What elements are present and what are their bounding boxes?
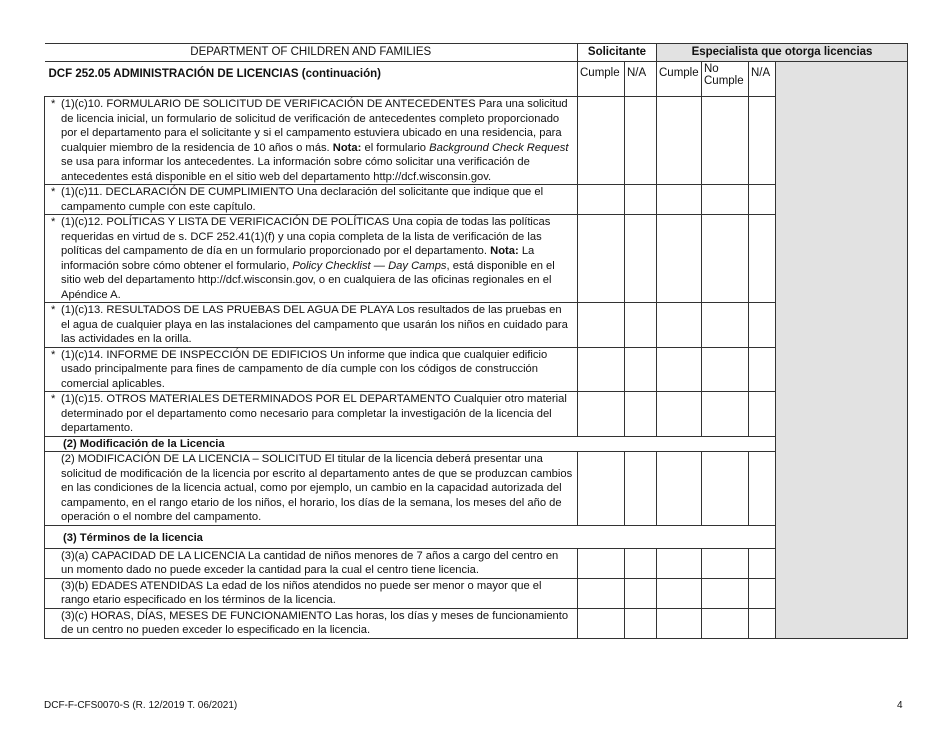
checklist-page (44, 43, 907, 639)
applicant-na-cell[interactable] (625, 608, 657, 638)
section-title: DCF 252.05 ADMINISTRACIÓN DE LICENCIAS (continuación) (45, 62, 578, 97)
specialist-no-cumple-cell[interactable] (702, 392, 749, 437)
requirement-text: * (1)(c)11. DECLARACIÓN DE CUMPLIMIENTO Una declaración del solicitante que indique que el campamento cumple con este capítulo. (51, 186, 544, 213)
licensing-checklist-table (44, 43, 908, 639)
requirement-text: (3)(b) EDADES ATENDIDAS La edad de los niños atendidos no puede ser menor o mayor que el rango etario especificado en los términos de la licencia. (61, 579, 542, 606)
applicant-na-cell[interactable] (625, 548, 657, 578)
required-star: * (51, 186, 56, 198)
header-row (45, 44, 908, 62)
applicant-na-header: N/A (625, 62, 657, 97)
specialist-na-cell[interactable] (749, 347, 776, 392)
specialist-group-header: Especialista que otorga licencias (657, 44, 908, 62)
applicant-group-header: Solicitante (578, 44, 657, 62)
requirement-text: (2) MODIFICACIÓN DE LA LICENCIA – SOLICITUD El titular de la licencia deberá presentar una solicitud de modificación de la licencia por escrito al departamento antes de que se produzcan cambios en las condiciones de la licencia actual, como por ejemplo, un cambio en la capacidad autorizada del campamento, en el rango etario de los niños, el horario, los días de la semana, los meses del año de operación o el nombre del campamento. (61, 453, 573, 523)
applicant-na-cell[interactable] (625, 578, 657, 608)
subheading-modification: (2) Modificación de la Licencia (63, 437, 225, 450)
specialist-no-cumple-cell[interactable] (702, 548, 749, 578)
requirement-text: * (1)(c)12. POLÍTICAS Y LISTA DE VERIFICACIÓN DE POLÍTICAS Una copia de todas las políticas requeridas en virtud de s. DCF 252.41(1)(f) y una copia completa de la lista de verificación de las políticas del campamento de día en un formulario proporcionado por el departamento. Nota: La información sobre cómo obtener el formulario, Policy Checklist — Day Camps, está disponible en el sitio web del departamento http://dcf.wisconsin.gov, o en cualquiera de las oficinas regionales en el Apéndice A. (51, 216, 555, 301)
requirement-text: * (1)(c)10. FORMULARIO DE SOLICITUD DE VERIFICACIÓN DE ANTECEDENTES Para una solicitud de licencia inicial, un formulario de solicitud de verificación de antecedentes completo proporcionado por el departamento para el solicitante y si el campamento estuviera ubicado en una residencia, para cualquier miembro de la residencia de 10 años o más. Nota: el formulario Background Check Request se usa para informar los antecedentes. La información sobre cómo solicitar una verificación de antecedentes está disponible en el sitio web del departamento http://dcf.wisconsin.gov. (51, 98, 569, 183)
specialist-no-cumple-cell[interactable] (702, 215, 749, 303)
specialist-na-cell[interactable] (749, 392, 776, 437)
requirement-text: (3)(c) HORAS, DÍAS, MESES DE FUNCIONAMIENTO Las horas, los días y meses de funcionamiento de un centro no pueden exceder lo especificado en la licencia. (61, 609, 569, 636)
specialist-na-cell[interactable] (749, 97, 776, 185)
applicant-cumple-cell[interactable] (578, 452, 625, 526)
specialist-no-cumple-cell[interactable] (702, 452, 749, 526)
note-label: Nota: (490, 245, 519, 257)
applicant-cumple-cell[interactable] (578, 392, 625, 437)
required-star: * (51, 98, 56, 110)
applicant-na-cell[interactable] (625, 347, 657, 392)
specialist-na-cell[interactable] (749, 185, 776, 215)
requirement-text: * (1)(c)14. INFORME DE INSPECCIÓN DE EDIFICIOS Un informe que indica que cualquier edificio usado principalmente para fines de campamento de día cumple con los códigos de construcción comercial aplicables. (51, 348, 548, 390)
specialist-no-cumple-cell[interactable] (702, 347, 749, 392)
applicant-cumple-cell[interactable] (578, 548, 625, 578)
specialist-cumple-cell[interactable] (657, 548, 702, 578)
specialist-na-cell[interactable] (749, 578, 776, 608)
specialist-no-cumple-cell[interactable] (702, 578, 749, 608)
specialist-na-cell[interactable] (749, 215, 776, 303)
specialist-cumple-cell[interactable] (657, 452, 702, 526)
applicant-na-cell[interactable] (625, 303, 657, 348)
applicant-na-cell[interactable] (625, 452, 657, 526)
no-label: No (704, 63, 719, 75)
specialist-cumple-cell[interactable] (657, 303, 702, 348)
specialist-no-cumple-cell[interactable] (702, 303, 749, 348)
applicant-na-cell[interactable] (625, 392, 657, 437)
applicant-cumple-cell[interactable] (578, 578, 625, 608)
required-star: * (51, 216, 56, 228)
applicant-na-cell[interactable] (625, 97, 657, 185)
requirement-text: * (1)(c)13. RESULTADOS DE LAS PRUEBAS DEL AGUA DE PLAYA Los resultados de las pruebas en el agua de cualquier playa en las instalaciones del campamento que usarán los niños en cuidado para las actividades en la orilla. (51, 304, 568, 345)
specialist-na-cell[interactable] (749, 608, 776, 638)
specialist-cumple-cell[interactable] (657, 608, 702, 638)
no-cumple-label: Cumple (704, 75, 744, 87)
applicant-na-cell[interactable] (625, 185, 657, 215)
specialist-na-cell[interactable] (749, 452, 776, 526)
specialist-no-cumple-cell[interactable] (702, 608, 749, 638)
applicant-cumple-cell[interactable] (578, 347, 625, 392)
column-header-row (45, 62, 908, 97)
required-star: * (51, 393, 56, 405)
note-label: Nota: (332, 141, 362, 154)
applicant-cumple-cell[interactable] (578, 303, 625, 348)
form-id: DCF-F-CFS0070-S (R. 12/2019 T. 06/2021) (44, 700, 238, 711)
page-number: 4 (897, 700, 903, 711)
gray-side-panel (776, 62, 908, 639)
specialist-cumple-cell[interactable] (657, 392, 702, 437)
requirement-text: * (1)(c)15. OTROS MATERIALES DETERMINADOS POR EL DEPARTAMENTO Cualquier otro material determinado por el departamento como necesario para completar la investigación de la licencia del departamento. (51, 393, 567, 434)
subheading-terms: (3) Términos de la licencia (63, 531, 203, 544)
specialist-cumple-cell[interactable] (657, 215, 702, 303)
specialist-na-cell[interactable] (749, 303, 776, 348)
form-title: Background Check Request (429, 141, 569, 154)
specialist-na-cell[interactable] (749, 548, 776, 578)
applicant-cumple-cell[interactable] (578, 608, 625, 638)
required-star: * (51, 304, 56, 316)
department-name: DEPARTMENT OF CHILDREN AND FAMILIES (45, 44, 578, 62)
specialist-na-header: N/A (749, 62, 776, 97)
applicant-cumple-cell[interactable] (578, 215, 625, 303)
specialist-cumple-header: Cumple (657, 62, 702, 97)
applicant-cumple-cell[interactable] (578, 185, 625, 215)
specialist-cumple-cell[interactable] (657, 578, 702, 608)
specialist-cumple-cell[interactable] (657, 347, 702, 392)
specialist-cumple-cell[interactable] (657, 97, 702, 185)
requirement-text: (3)(a) CAPACIDAD DE LA LICENCIA La cantidad de niños menores de 7 años a cargo del centro en un momento dado no puede exceder la cantidad para la cual el centro tiene licencia. (61, 549, 559, 576)
specialist-cumple-cell[interactable] (657, 185, 702, 215)
specialist-no-cumple-cell[interactable] (702, 97, 749, 185)
applicant-na-cell[interactable] (625, 215, 657, 303)
form-title: Policy Checklist — Day Camps (292, 259, 447, 272)
required-star: * (51, 348, 56, 361)
applicant-cumple-header: Cumple (578, 62, 625, 97)
specialist-no-cumple-cell[interactable] (702, 185, 749, 215)
specialist-no-cumple-header (702, 62, 749, 97)
applicant-cumple-cell[interactable] (578, 97, 625, 185)
